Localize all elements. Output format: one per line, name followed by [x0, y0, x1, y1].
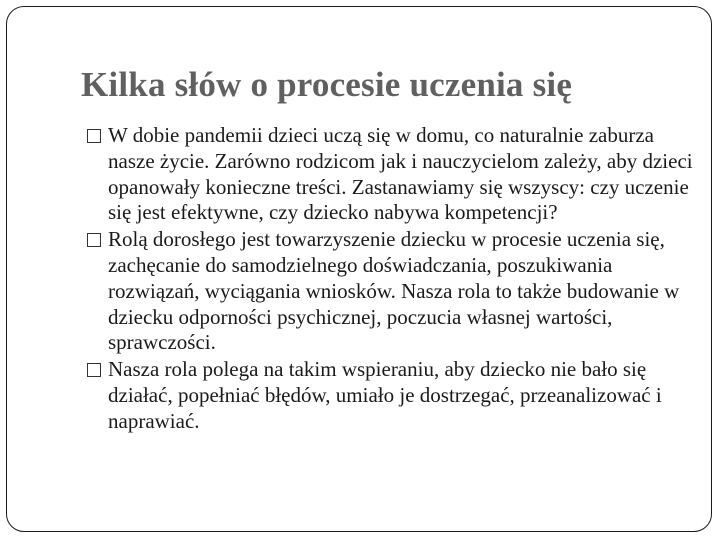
bullet-item-2 — [87, 227, 697, 356]
checkbox-square-icon — [87, 129, 101, 143]
bullet-item-1 — [87, 123, 697, 226]
bullet-text-3: Nasza rola polega na takim wspieraniu, aby dziecko nie bało się działać, popełniać błędów, umiało je dostrzegać, przeanalizować i naprawiać. — [108, 357, 662, 433]
bullet-text-1: W dobie pandemii dzieci uczą się w domu, co naturalnie zaburza nasze życie. Zarówno rodzicom jak i nauczycielom zależy, aby dzieci opanowały konieczne treści. Zastanawiamy się wszyscy: czy uczenie się jest efektywne, czy dziecko nabywa kompetencji? — [108, 123, 693, 225]
slide-frame — [6, 6, 712, 532]
bullet-list — [87, 123, 697, 436]
slide-title: Kilka słów o procesie uczenia się — [81, 65, 573, 104]
bullet-text-2: Rolą dorosłego jest towarzyszenie dziecku w procesie uczenia się, zachęcanie do samodzielnego doświadczania, poszukiwania rozwiązań, wyciągania wniosków. Nasza rola to także budowanie w dziecku odporności psychicznej, poczucia własnej wartości, sprawczości. — [108, 227, 680, 355]
checkbox-square-icon — [87, 363, 101, 377]
bullet-item-3 — [87, 357, 697, 434]
checkbox-square-icon — [87, 233, 101, 247]
